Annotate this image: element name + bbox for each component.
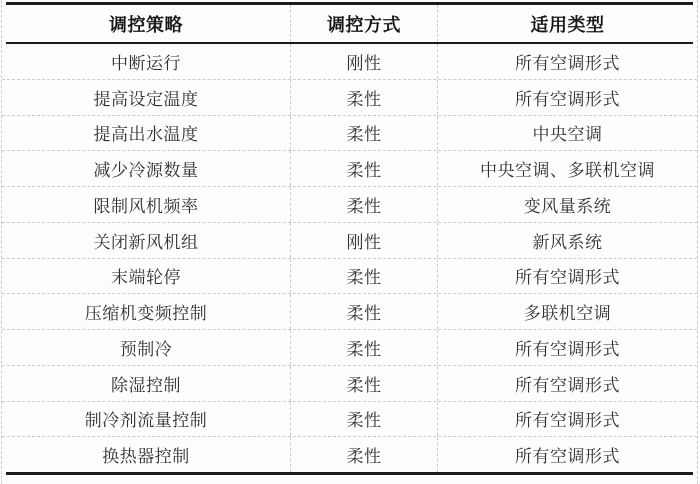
cell-type: 中央空调、多联机空调 xyxy=(437,151,697,186)
table-row xyxy=(2,258,697,294)
cell-strategy: 减少冷源数量 xyxy=(93,161,199,181)
cell-strategy: 中断运行 xyxy=(111,53,181,73)
table-body xyxy=(2,44,697,472)
cell-mode: 柔性 xyxy=(290,366,437,401)
cell-type: 所有空调形式 xyxy=(437,366,697,401)
cell-mode: 柔性 xyxy=(290,330,437,365)
cell-strategy: 关闭新风机组 xyxy=(93,232,199,252)
table-row xyxy=(2,365,697,401)
cell-type: 所有空调形式 xyxy=(437,437,697,472)
table-bottom-rule xyxy=(6,472,693,475)
table-row xyxy=(2,44,697,79)
header-cell-type: 适用类型 xyxy=(437,5,697,42)
table-row xyxy=(2,186,697,222)
cell-type: 所有空调形式 xyxy=(437,259,697,294)
cell-strategy: 限制风机频率 xyxy=(93,196,199,216)
cell-mode: 柔性 xyxy=(290,294,437,329)
cell-mode: 柔性 xyxy=(290,151,437,186)
cell-type: 中央空调 xyxy=(437,116,697,151)
cell-mode: 柔性 xyxy=(290,437,437,472)
table-row xyxy=(2,293,697,329)
table-row xyxy=(2,401,697,437)
cell-mode: 柔性 xyxy=(290,116,437,151)
cell-mode: 柔性 xyxy=(290,402,437,437)
cell-strategy: 提高出水温度 xyxy=(93,125,199,145)
table-row xyxy=(2,150,697,186)
cell-mode: 柔性 xyxy=(290,80,437,115)
cell-mode: 柔性 xyxy=(290,259,437,294)
table-row xyxy=(2,436,697,472)
cell-mode: 刚性 xyxy=(290,223,437,258)
cell-type: 多联机空调 xyxy=(437,294,697,329)
cell-strategy: 换热器控制 xyxy=(102,447,190,467)
table-row xyxy=(2,329,697,365)
cell-strategy: 提高设定温度 xyxy=(93,89,199,109)
cell-type: 所有空调形式 xyxy=(437,402,697,437)
table-row xyxy=(2,115,697,151)
cell-strategy: 预制冷 xyxy=(119,339,173,359)
cell-strategy: 压缩机变频控制 xyxy=(84,304,208,324)
hvac-control-strategy-table xyxy=(1,0,698,484)
cell-strategy: 制冷剂流量控制 xyxy=(84,411,208,431)
table-header-row xyxy=(2,5,697,42)
cell-type: 变风量系统 xyxy=(437,187,697,222)
header-cell-strategy: 调控策略 xyxy=(109,14,183,35)
cell-mode: 刚性 xyxy=(290,44,437,79)
cell-type: 新风系统 xyxy=(437,223,697,258)
cell-type: 所有空调形式 xyxy=(437,330,697,365)
cell-strategy: 除湿控制 xyxy=(111,375,181,395)
cell-type: 所有空调形式 xyxy=(437,44,697,79)
cell-type: 所有空调形式 xyxy=(437,80,697,115)
table-row xyxy=(2,222,697,258)
cell-mode: 柔性 xyxy=(290,187,437,222)
header-cell-mode: 调控方式 xyxy=(290,5,437,42)
table-row xyxy=(2,79,697,115)
cell-strategy: 末端轮停 xyxy=(111,268,181,288)
